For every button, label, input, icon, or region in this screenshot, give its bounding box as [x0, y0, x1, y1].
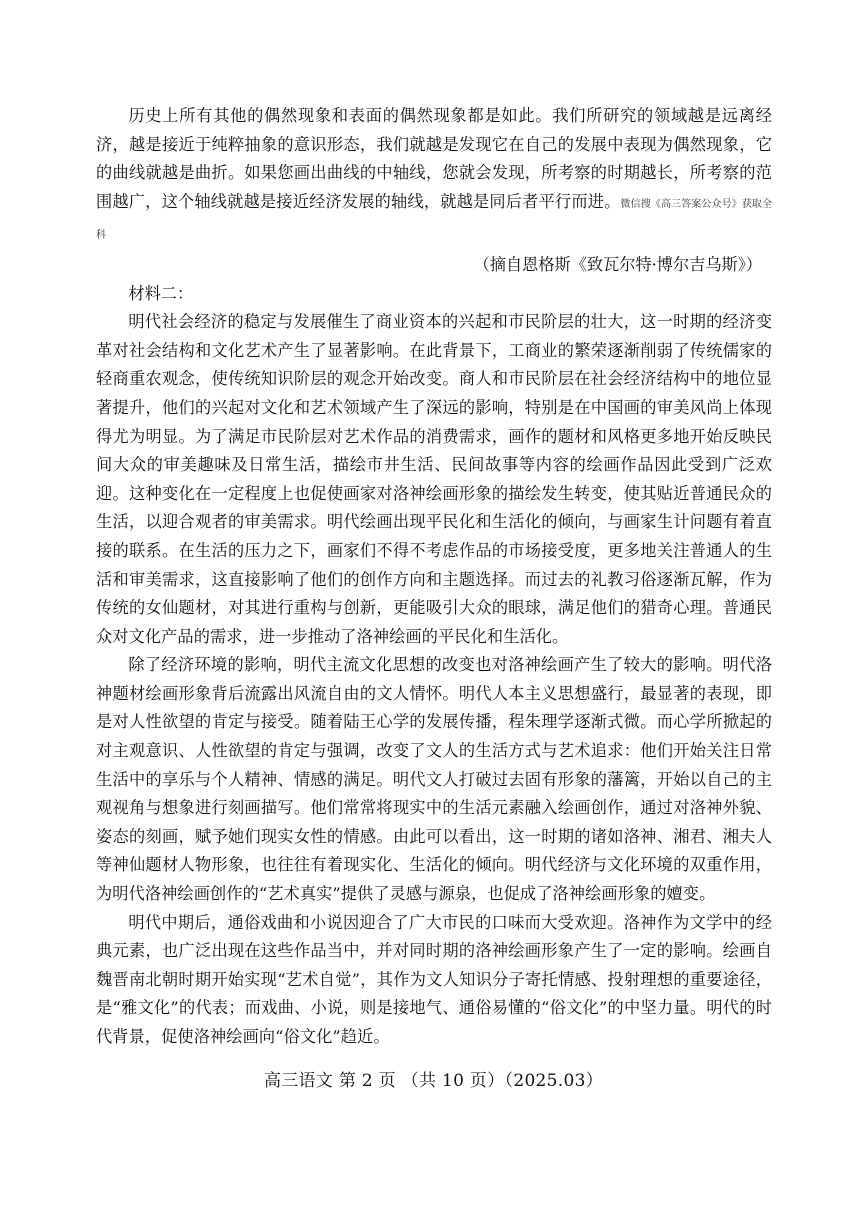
- paragraph-3: 除了经济环境的影响，明代主流文化思想的改变也对洛神绘画产生了较大的影响。明代洛神题材绘画形象背后流露出风流自由的文人情怀。明代人本主义思想盛行，最显著的表现，即是对人性欲望的肯定与接受。随着陆王心学的发展传播，程朱理学逐渐式微。而心学所掀起的对主观意识、人性欲望的肯定与强调，改变了文人的生活方式与艺术追求：他们开始关注日常生活中的享乐与个人精神、情感的满足。明代文人打破过去固有形象的藩篱，开始以自己的主观视角与想象进行刻画描写。他们常常将现实中的生活元素融入绘画创作，通过对洛神外貌、姿态的刻画，赋予她们现实女性的情感。由此可以看出，这一时期的诸如洛神、湘君、湘夫人等神仙题材人物形象，也往往有着现实化、生活化的倾向。明代经济与文化环境的双重作用，为明代洛神绘画创作的“艺术真实”提供了灵感与源泉，也促成了洛神绘画形象的嬗变。: [96, 655, 772, 904]
- citation: （摘自恩格斯《致瓦尔特·博尔吉乌斯》）: [473, 254, 762, 274]
- page-footer: 高三语文 第 2 页 （共 10 页）（2025.03）: [263, 1071, 604, 1091]
- document-body: [96, 102, 772, 1052]
- paragraph-4: 明代中期后，通俗戏曲和小说因迎合了广大市民的口味而大受欢迎。洛神作为文学中的经典元素，也广泛出现在这些作品当中，并对同时期的洛神绘画形象产生了一定的影响。绘画自魏晋南北朝时期开始实现“艺术自觉”，其作为文人知识分子寄托情感、投射理想的重要途径，是“雅文化”的代表；而戏曲、小说，则是接地气、通俗易懂的“俗文化”的中坚力量。明代的时代背景，促使洛神绘画向“俗文化”趋近。: [96, 912, 772, 1046]
- paragraph-1-text: 历史上所有其他的偶然现象和表面的偶然现象都是如此。我们所研究的领域越是远离经济，越是接近于纯粹抽象的意识形态，我们就越是发现它在自己的发展中表现为偶然现象，它的曲线就越是曲折。如果您画出曲线的中轴线，您就会发现，所考察的时期越长，所考察的范围越广，这个轴线就越是接近经济发展的轴线，就越是同后者平行而进。: [96, 106, 772, 211]
- material-2-label: 材料二：: [128, 283, 194, 303]
- paragraph-2: 明代社会经济的稳定与发展催生了商业资本的兴起和市民阶层的壮大，这一时期的经济变革对社会结构和文化艺术产生了显著影响。在此背景下，工商业的繁荣逐渐削弱了传统儒家的轻商重农观念，使传统知识阶层的观念开始改变。商人和市民阶层在社会经济结构中的地位显著提升，他们的兴起对文化和艺术领域产生了深远的影响，特别是在中国画的审美风尚上体现得尤为明显。为了满足市民阶层对艺术作品的消费需求，画作的题材和风格更多地开始反映民间大众的审美趣味及日常生活，描绘市井生活、民间故事等内容的绘画作品因此受到广泛欢迎。这种变化在一定程度上也促使画家对洛神绘画形象的描绘发生转变，使其贴近普通民众的生活，以迎合观者的审美需求。明代绘画出现平民化和生活化的倾向，与画家生计问题有着直接的联系。在生活的压力之下，画家们不得不考虑作品的市场接受度，更多地关注普通人的生活和审美需求，这直接影响了他们的创作方向和主题选择。而过去的礼教习俗逐渐瓦解，作为传统的女仙题材，对其进行重构与创新，更能吸引大众的眼球，满足他们的猎奇心理。普通民众对文化产品的需求，进一步推动了洛神绘画的平民化和生活化。: [96, 312, 772, 646]
- watermark-text: 微信搜《高三答案公众号》获取全科: [96, 198, 773, 242]
- paragraph-1: [96, 102, 772, 251]
